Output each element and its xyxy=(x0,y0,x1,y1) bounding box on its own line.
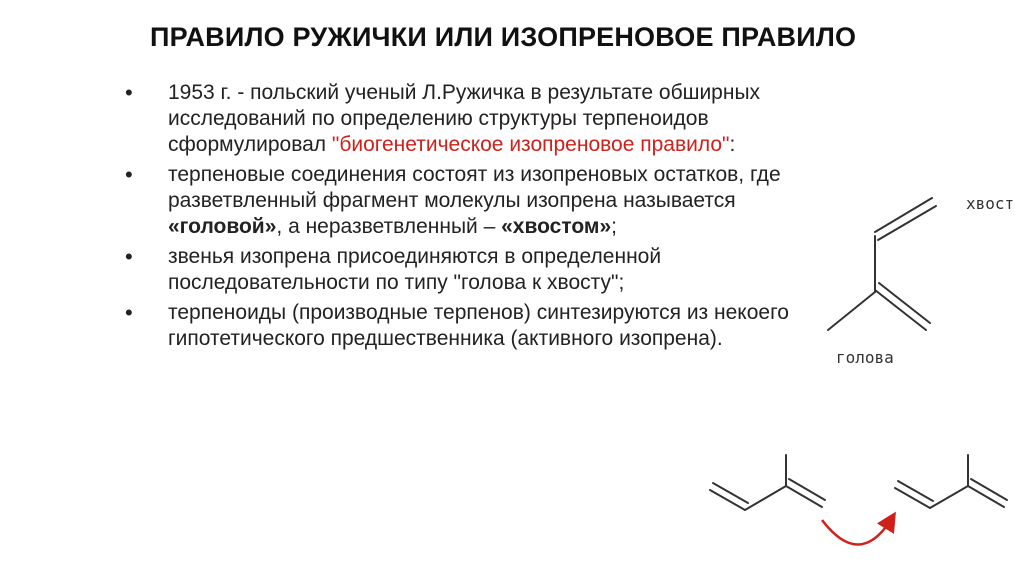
right-bond-2 xyxy=(930,486,968,508)
highlighted-rule: "биогенетическое изопреновое правило" xyxy=(331,133,730,156)
head-to-tail-diagram xyxy=(700,450,1024,574)
bond-methyl xyxy=(828,292,875,330)
bullet-item-2: • терпеновые соединения состоят из изопреновых остатков, где разветвленный фрагмент молекулы изопрена называется «головой», а неразветвленный – «хвостом»; xyxy=(118,162,818,240)
bond-tail-double-b xyxy=(878,206,936,240)
right-bond-1b xyxy=(898,481,933,501)
bullet-item-3: • звенья изопрена присоединяются в определенной последовательности по типу "голова к хвосту"; xyxy=(118,244,818,296)
right-bond-1a xyxy=(895,488,930,508)
bullet-item-1: • 1953 г. - польский ученый Л.Ружичка в результате обширных исследований по определению структуры терпеноидов сформулировал "биогенетическое изопреновое правило": xyxy=(118,80,818,158)
tail-term: «хвостом» xyxy=(501,215,612,238)
left-bond-1a xyxy=(710,490,745,510)
left-bond-3b xyxy=(789,479,825,500)
head-term: «головой» xyxy=(168,215,277,238)
right-bond-3b xyxy=(971,479,1007,500)
bullet-list xyxy=(118,80,818,356)
bond-head-double-a xyxy=(875,290,926,330)
bond-tail-double-a xyxy=(875,198,932,232)
left-bond-2 xyxy=(745,486,786,510)
bullet-item-4: • терпеноиды (производные терпенов) синтезируются из некоего гипотетического предшественника (активного изопрена). xyxy=(118,300,818,352)
left-bond-1b xyxy=(713,483,748,503)
isoprene-structure xyxy=(820,190,960,340)
page-title: ПРАВИЛО РУЖИЧКИ ИЛИ ИЗОПРЕНОВОЕ ПРАВИЛО xyxy=(150,22,857,52)
head-label: голова xyxy=(836,348,894,367)
tail-label: хвост xyxy=(966,194,1015,213)
bond-head-double-b xyxy=(879,283,930,323)
left-bond-3a xyxy=(786,486,822,507)
right-bond-3a xyxy=(968,486,1004,507)
head-to-tail-arrow xyxy=(822,518,892,545)
